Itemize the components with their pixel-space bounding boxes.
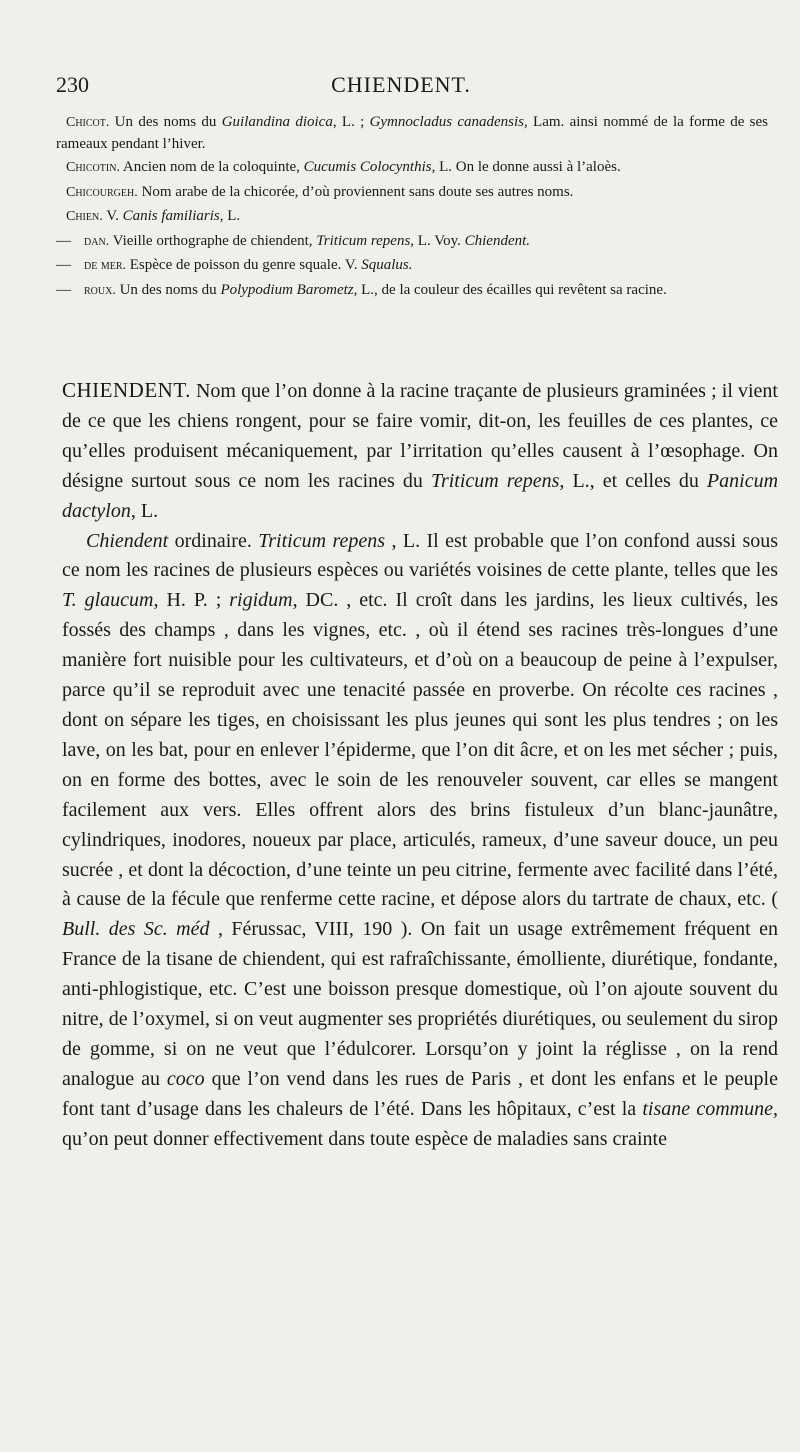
entry-crossref: Chiendent. xyxy=(464,232,531,249)
entry-text: Un des noms du xyxy=(109,114,222,130)
entry-head: Chicot. xyxy=(66,115,110,130)
entry-chicotin xyxy=(56,157,768,179)
entry-chien-roux xyxy=(56,280,768,302)
paragraph-text: , L. xyxy=(130,499,159,522)
entry-head: Chicourgeh. xyxy=(66,184,138,200)
entry-taxon: Triticum repens xyxy=(316,232,411,249)
entry-head: dan. xyxy=(84,233,110,249)
entry-text: , L. Voy. xyxy=(410,232,465,249)
article-paragraph-definition xyxy=(62,376,778,527)
paragraph-text: que l’on vend dans les rues de Paris , et dont les enfans et le peuple font tant d’usage dans les chaleurs de l’été. Dans les hôpitaux, c’est la xyxy=(62,1067,778,1120)
short-entries xyxy=(56,112,768,304)
page-header xyxy=(56,72,746,106)
entry-text: Ancien nom de la coloquinte, xyxy=(119,159,304,175)
headword: CHIENDENT. xyxy=(62,378,191,402)
paragraph-text: , DC. , etc. Il croît dans les jardins, les lieux cultivés, les fossés des champs , dans les vignes, etc. , où il étend ses racines très-longues d’une manière fort nuisible pour les cultivateurs, et d’où on a beaucoup de peine à l’expulser, parce qu’il se reproduit avec une tenacité passée en proverbe. On récolte ces racines , dont on sépare les tiges, en choisissant les plus jeunes qui sont les plus tendres ; on les lave, on les bat, pour en enlever l’épiderme, que l’on dit âcre, et on les met sécher ; puis, on en forme des bottes, avec le soin de les renouveler souvent, car elles se mangent facilement aux vers. Elles offrent alors des brins fistuleux d’un blanc-jaunâtre, cylindriques, inodores, noueux par place, articulés, rameux, d’une saveur douce, un peu sucrée , et dont la décoction, d’une teinte un peu citrine, fermente avec facilité dans l’été, à cause de la fécule que renferme cette racine, et dépose alors du tartrate de chaux, etc. ( xyxy=(62,589,779,911)
entry-taxon: Squalus. xyxy=(361,257,413,273)
entry-taxon: Polypodium Barometz xyxy=(220,281,354,298)
paragraph-text: , Férussac, VIII, 190 ). On fait un usage extrêmement fréquent en France de la tisane de chiendent, qui est rafraîchissante, émolliente, diurétique, fondante, anti-phlogistique, etc. C’est une boisson presque domestique, où l’on ajoute souvent du nitre, de l’oxymel, si on veut augmenter ses propriétés diurétiques, ou seulement du sirop de gomme, si on ne veut que l’édulcorer. Lorsqu’on y joint la réglisse , on la rend analogue au xyxy=(62,918,778,1090)
paragraph-text: , H. P. ; xyxy=(153,589,230,612)
entry-text: , L. On le donne aussi à l’aloès. xyxy=(431,159,621,175)
entry-chien xyxy=(56,206,768,228)
em-dash: — xyxy=(56,232,71,249)
entry-text: , L. xyxy=(219,208,241,224)
paragraph-text: , L. Il est probable que l’on confond aussi sous ce nom les racines de plusieurs espèces ou variétés voisines de cette plante, telles que les xyxy=(62,529,779,582)
paragraph-text: Nom que l’on donne à la racine traçante de plusieurs graminées ; il vient de ce que les chiens rongent, pour se faire vomir, dit-on, les feuilles de ces plantes, ce qu’elles produisent mécaniquement, par l’irritation qu’elles causent à l’œsophage. On désigne surtout sous ce nom les racines du xyxy=(62,380,778,492)
entry-chiendan xyxy=(56,231,768,253)
emphasis: tisane commune xyxy=(642,1097,773,1120)
entry-chicot xyxy=(56,112,768,154)
paragraph-text: , qu’on peut donner effectivement dans toute espèce de maladies sans crainte xyxy=(62,1097,778,1150)
em-dash: — xyxy=(56,281,71,298)
entry-text: , L. ; xyxy=(332,114,370,130)
running-title: CHIENDENT. xyxy=(331,72,471,97)
subentry-head: Chiendent xyxy=(86,529,169,552)
citation: Bull. des Sc. méd xyxy=(62,918,210,941)
entry-text: Espèce de poisson du genre squale. V. xyxy=(126,257,362,273)
entry-text: Un des noms du xyxy=(115,281,221,298)
page-number: 230 xyxy=(56,72,89,97)
emphasis: coco xyxy=(166,1067,205,1090)
taxon-name: Triticum repens xyxy=(430,469,560,492)
paragraph-text: , L., et celles du xyxy=(559,469,707,492)
entry-text: Nom arabe de la chicorée, d’où proviennent sans doute ses autres noms. xyxy=(137,183,574,200)
entry-taxon: Canis familiaris xyxy=(122,208,220,224)
entry-taxon: Gymnocladus canadensis xyxy=(369,114,525,130)
entry-taxon: Cucumis Colocynthis xyxy=(303,159,432,175)
paragraph-text: ordinaire. xyxy=(168,529,259,552)
entry-head: Chien. xyxy=(66,209,103,224)
taxon-name: rigidum xyxy=(229,589,293,612)
article-paragraph-ordinaire xyxy=(62,527,778,1155)
entry-head: de mer. xyxy=(84,258,126,273)
entry-text: , Lam. ainsi nommé de la forme de ses rameaux pendant l’hiver. xyxy=(56,114,768,152)
entry-head: Chicotin. xyxy=(66,160,120,175)
entry-text: , L., de la couleur des écailles qui revêtent sa racine. xyxy=(353,281,667,298)
taxon-name: T. glaucum xyxy=(62,589,154,612)
taxon-name: Triticum repens xyxy=(258,529,386,552)
main-article xyxy=(62,376,778,1155)
entry-chicourgeh xyxy=(56,182,768,204)
taxon-name: Panicum dactylon xyxy=(62,469,779,522)
em-dash: — xyxy=(56,257,71,273)
entry-text: Vieille orthographe de chiendent, xyxy=(109,232,317,249)
entry-taxon: Guilandina dioica xyxy=(221,114,333,130)
entry-head: roux. xyxy=(84,282,116,298)
entry-chien-de-mer xyxy=(56,255,768,277)
entry-text: V. xyxy=(102,208,123,224)
